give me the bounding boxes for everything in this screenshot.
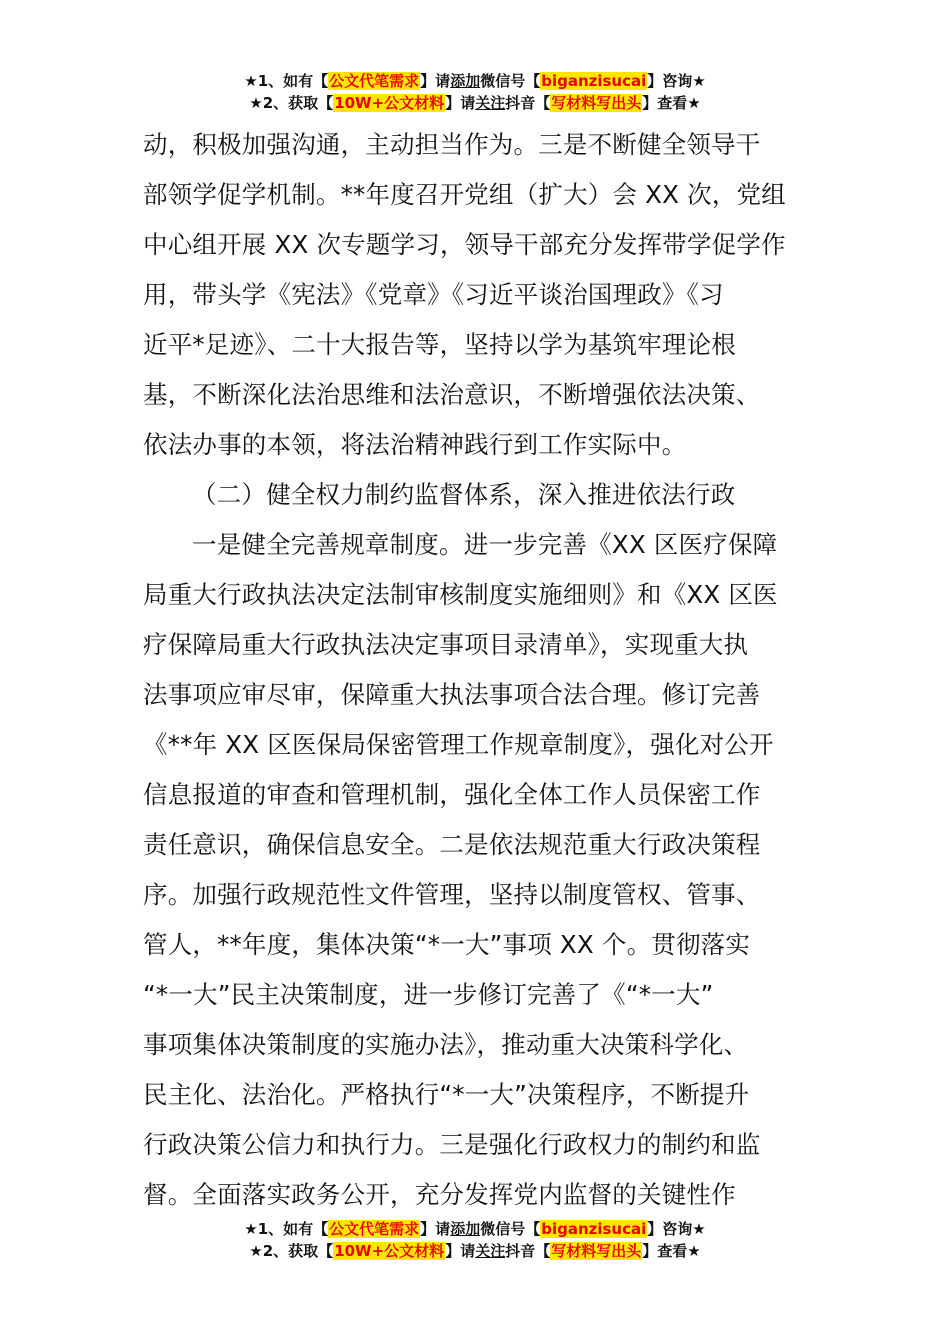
banner-text: 】请: [420, 72, 451, 90]
body-line: 疗保障局重大行政执法决定事项目录清单》，实现重大执: [143, 630, 749, 659]
banner-text: ★1、如有【: [244, 72, 329, 90]
banner-highlight: 公文代笔需求: [329, 72, 420, 90]
section-heading: （二）健全权力制约监督体系，深入推进依法行政: [192, 480, 736, 509]
body-line: 局重大行政执法决定法制审核制度实施细则》和《XX 区医: [143, 580, 778, 609]
banner-highlight: biganzisucai: [541, 72, 647, 90]
banner-line-1: [0, 70, 950, 92]
body-line: 法事项应审尽审，保障重大执法事项合法合理。修订完善: [143, 680, 761, 709]
body-line: 近平*足迹》、二十大报告等，坚持以学为基筑牢理论根: [143, 330, 736, 359]
banner-line-1: [0, 1218, 950, 1240]
footer-banner: [0, 1218, 950, 1262]
banner-text: 】咨询★: [647, 72, 706, 90]
banner-text: ★1、如有【: [244, 1220, 329, 1238]
banner-text: 微信号【: [480, 72, 541, 90]
banner-text: 抖音【: [505, 94, 551, 112]
banner-text: 】查看★: [642, 1242, 701, 1260]
body-line: 序。加强行政规范性文件管理，坚持以制度管权、管事、: [143, 880, 761, 909]
banner-text: 】请: [445, 94, 476, 112]
banner-highlight: 公文代笔需求: [329, 1220, 420, 1238]
banner-text: 抖音【: [505, 1242, 551, 1260]
banner-text: 】查看★: [642, 94, 701, 112]
body-line: 《**年 XX 区医保局保密管理工作规章制度》，强化对公开: [143, 730, 774, 759]
body-line: 民主化、法治化。严格执行“*一大”决策程序，不断提升: [143, 1080, 750, 1109]
banner-text: 】请: [420, 1220, 451, 1238]
body-line: 责任意识，确保信息安全。二是依法规范重大行政决策程: [143, 830, 761, 859]
body-line: “*一大”民主决策制度，进一步修订完善了《“*一大”: [143, 980, 714, 1009]
body-line: 事项集体决策制度的实施办法》，推动重大决策科学化、: [143, 1030, 749, 1059]
banner-line-2: [0, 92, 950, 114]
banner-text: 微信号【: [480, 1220, 541, 1238]
body-line: 督。全面落实政务公开，充分发挥党内监督的关键性作: [143, 1180, 736, 1209]
document-body: [143, 120, 809, 1220]
banner-underlined-text: 关注: [475, 1242, 506, 1260]
banner-highlight: 10W+公文材料: [334, 1242, 445, 1260]
banner-highlight: biganzisucai: [541, 1220, 647, 1238]
banner-text: ★2、获取【: [249, 1242, 334, 1260]
body-line: 基，不断深化法治思维和法治意识，不断增强依法决策、: [143, 380, 761, 409]
body-line: 信息报道的审查和管理机制，强化全体工作人员保密工作: [143, 780, 761, 809]
banner-text: ★2、获取【: [249, 94, 334, 112]
banner-highlight: 写材料写出头: [551, 1242, 642, 1260]
banner-underlined-text: 添加: [450, 72, 481, 90]
banner-underlined-text: 添加: [450, 1220, 481, 1238]
body-line: 管人，**年度，集体决策“*一大”事项 XX 个。贯彻落实: [143, 930, 751, 959]
body-line: 部领学促学机制。**年度召开党组（扩大）会 XX 次，党组: [143, 180, 786, 209]
banner-highlight: 10W+公文材料: [334, 94, 445, 112]
banner-underlined-text: 关注: [475, 94, 506, 112]
paragraph-first-line: 一是健全完善规章制度。进一步完善《XX 区医疗保障: [192, 530, 778, 559]
banner-text: 】咨询★: [647, 1220, 706, 1238]
body-line: 用，带头学《宪法》《党章》《习近平谈治国理政》《习: [143, 280, 724, 309]
body-line: 中心组开展 XX 次专题学习，领导干部充分发挥带学促学作: [143, 230, 786, 259]
body-line: 行政决策公信力和执行力。三是强化行政权力的制约和监: [143, 1130, 761, 1159]
body-line: 依法办事的本领，将法治精神践行到工作实际中。: [143, 430, 687, 459]
header-banner: [0, 70, 950, 114]
banner-line-2: [0, 1240, 950, 1262]
body-line: 动，积极加强沟通，主动担当作为。三是不断健全领导干: [143, 130, 761, 159]
banner-text: 】请: [445, 1242, 476, 1260]
banner-highlight: 写材料写出头: [551, 94, 642, 112]
